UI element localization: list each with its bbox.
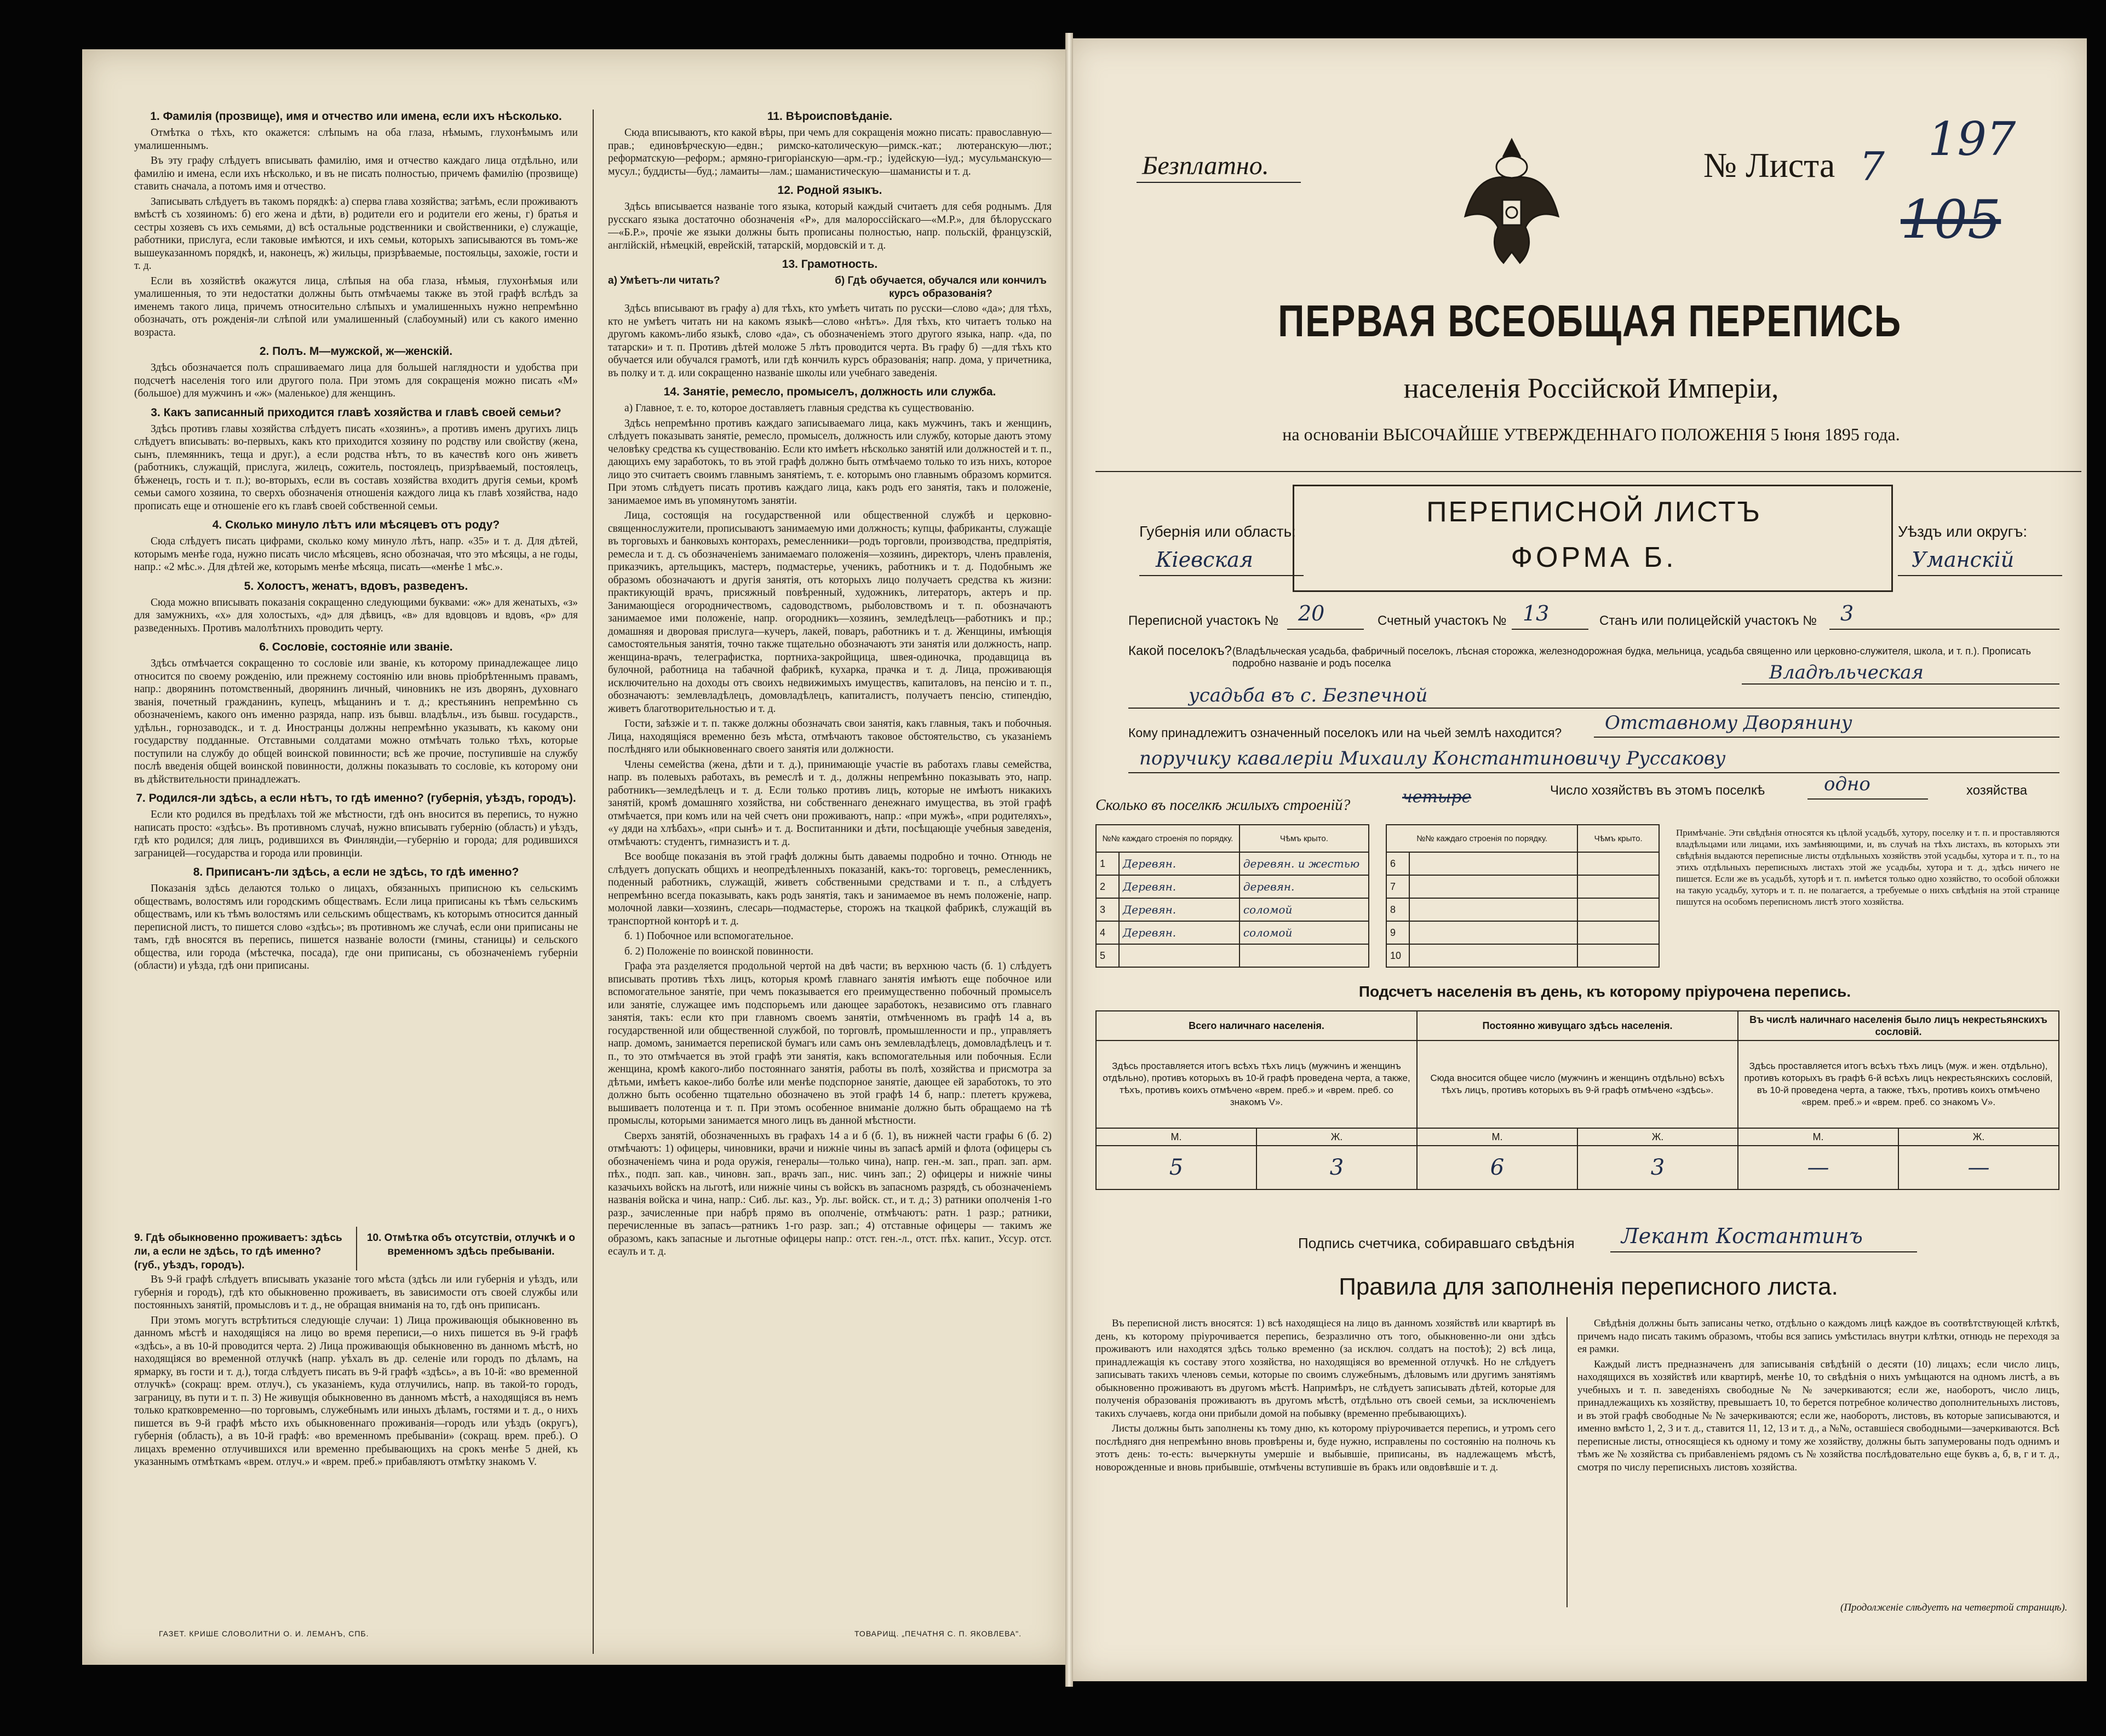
table-row (1386, 875, 1659, 898)
poselok-underline-2 (1128, 708, 2059, 709)
building-number: 1 (1096, 852, 1119, 875)
free-of-charge-label: Безплатно. (1142, 151, 1269, 180)
uchastok-value: 20 (1298, 601, 1325, 625)
pop-header: Въ числѣ наличнаго населенія было лицъ некрестьянскихъ сословій. (1738, 1011, 2059, 1041)
paragraph: Здѣсь противъ главы хозяйства слѣдуетъ писать «хозяинъ», а противъ именъ другихъ лицъ слѣдуетъ вписывать: во-первыхъ, какъ кто приходится хозяину по родству или свойству (жена, сынъ, племянникъ, теща и друг.), а если родства нѣтъ, то въ качествѣ кого онъ живетъ (работникъ, служащій, прислуга, жилецъ, сожитель, постоялецъ, призрѣваемый, постоялецъ, бѣженецъ, гость и т. п.); во-вторыхъ, если въ составъ хозяйства входитъ другія семьи, кромѣ семьи самого хозяина, то сверхъ обозначенія отношенія каждого лица къ главѣ хозяйства, надо прописать еще и отношеніе его къ главѣ своей собственной семьи. (134, 423, 578, 512)
building-material: Деревян. (1119, 898, 1240, 921)
literacy-subheadings (608, 274, 1052, 300)
building-roof: деревян. и жестью (1240, 852, 1369, 875)
instructions-10-heading (364, 1226, 578, 1262)
building-material: Деревян. (1119, 875, 1240, 898)
households-value: одно (1824, 773, 1870, 795)
female-column-label: Ж. (1256, 1128, 1417, 1146)
page-fold (1065, 33, 1073, 1687)
paragraph: Если въ хозяйствѣ окажутся лица, слѣпыя на оба глаза, нѣмыя, глухонѣмыя или умалишенныя, то эти недостатки должны быть отмѣчаемы также въ этой графѣ вслѣдъ за именемъ такого лица, причемъ относительно слѣпыхъ и умалишенныхъ нужно непремѣнно обозначать, отъ рожденія-ли слѣпой или умалишенный (слабоумный) или съ какого именно возраста. (134, 275, 578, 338)
building-material (1409, 875, 1577, 898)
section-heading: 8. Приписанъ-ли здѣсь, а если не здѣсь, то гдѣ именно? (193, 866, 519, 878)
header-rule (1095, 471, 2081, 472)
pop-header: Всего наличнаго населенія. (1096, 1011, 1417, 1041)
building-material (1119, 944, 1240, 967)
paragraph: Здѣсь вписывается названіе того языка, который каждый считаетъ для себя роднымъ. Для русскаго языка достаточно обозначенія «Р», для малороссійскаго—«М.Р.», для бѣлорусскаго—«Б.Р.», прочіе же языки должны быть прописаны полностью, напр. польскій, французскій, англійскій, нѣмецкій, еврейскій, татарскій, мордовскій и т. д. (608, 201, 1052, 251)
census-subtitle: населенія Россійской Имперіи, (1403, 373, 1779, 404)
paragraph: а) Главное, т. е. то, которое доставляетъ главныя средства къ существованію. (624, 403, 974, 414)
table-row (1386, 921, 1659, 944)
building-number: 9 (1386, 921, 1409, 944)
table-row (1096, 852, 1369, 875)
table-row (1096, 921, 1369, 944)
building-material (1409, 898, 1577, 921)
pop-value: 6 (1417, 1146, 1577, 1189)
pop-value: 3 (1577, 1146, 1738, 1189)
instructions-column-2 (608, 104, 1052, 1605)
guberniya-underline (1139, 575, 1304, 576)
paragraph: б. 1) Побочное или вспомогательное. (624, 930, 794, 942)
building-roof (1577, 898, 1659, 921)
sheet-title: ПЕРЕПИСНОЙ ЛИСТЪ (1426, 496, 1761, 528)
archive-number-struck: 105 (1901, 189, 2001, 250)
uezd-underline (1898, 575, 2062, 576)
building-number: 4 (1096, 921, 1119, 944)
male-column-label: М. (1738, 1128, 1898, 1146)
paragraph: б. 2) Положеніе по воинской повинности. (624, 945, 813, 957)
paragraph: Лица, состоящія на государственной или общественной службѣ и церковно-священнослужители, прописываютъ занимаемую ими должность; купцы, фабриканты, служащіе въ торговыхъ и банковыхъ конторахъ, ремесленники—родъ торговли, производства, предпріятія, ремесла и т. д. съ обозначеніемъ занимаемаго положенія—хозяинъ, директоръ, членъ правленія, приказчикъ, артельщикъ, мастеръ, подмастерье, ученикъ, работникъ и т. д. Подобнымъ же образомъ обозначаютъ и другія занятія, отъ которыхъ лицо получаетъ средства къ жизни: практикующій врачъ, присяжный повѣренный, художникъ, литераторъ, актеръ и пр. Занимающіеся огородничествомъ, садоводствомъ, рыболовствомъ и т. п. обозначаютъ занимаемое ими положеніе, напр. огородникъ—хозяинъ, земледѣлецъ—работникъ и пр.; домашняя и дворовая прислуга—кучеръ, лакей, поваръ, работникъ и т. д. Женщины, имѣющія самостоятельныя занятія, точно также тщательно обозначаютъ эти занятія или должность, напр. женщина-врачъ, телеграфистка, портниха-закройщица, швея-одиночка, продавщица въ булочной, работница на табачной фабрикѣ, кухарка, прачка и т. д. Лица, проживающія исключительно на доходы отъ своихъ недвижимыхъ имуществъ, капиталовъ, на пенсію и т. п., обозначаютъ: землевладѣлецъ, домовладѣлецъ, капиталистъ, получаетъ пенсію, стипендію, живетъ благотворительностью и т. д. (608, 510, 1052, 715)
table-header-row (1386, 825, 1659, 852)
paragraph: Все вообще показанія въ этой графѣ должны быть даваемы подробно и точно. Отнюдь не слѣдуетъ допускать общихъ и неопредѣленныхъ показаній, какъ-то: торговецъ, ремесленникъ, поденный работникъ, служащій, живетъ собственными средствами и т. п., а слѣдуетъ непремѣнно всегда показывать, какъ родъ занятія, такъ и занимаемое въ немъ положеніе, напр. молочной лавки—хозяинъ, слесарь—подмастерье, сторожъ на ткацкой фабрикѣ, служащій въ транспортной конторѣ и т. д. (608, 851, 1052, 927)
pop-value: — (1738, 1146, 1898, 1189)
header-building-number: №№ каждаго строенія по порядку. (1096, 825, 1240, 852)
pop-value: 5 (1096, 1146, 1256, 1189)
instructions-column-1-tail (134, 1273, 578, 1602)
male-column-label: М. (1417, 1128, 1577, 1146)
table-desc-row (1096, 1041, 2059, 1128)
pop-description: Здѣсь проставляется итогъ всѣхъ тѣхъ лицъ (муж. и жен. отдѣльно), противъ которыхъ въ графѣ 6-й всѣхъ лицъ некрестьянскихъ сословій, въ 10-й проведена черта, а также, тѣхъ, противъ коихъ отмѣчено «врем. преб.» и «врем. преб. со знакомъ V». (1738, 1041, 2059, 1128)
paragraph: Здѣсь непремѣнно противъ каждаго записываемаго лица, какъ мужчинъ, такъ и женщинъ, слѣдуетъ показывать занятіе, ремесло, промыселъ, должность или службу, которые даютъ этому человѣку средства къ существованію. Если кто имѣетъ нѣсколько занятій или должностей и т. п., дающихъ ему заработокъ, то въ этой графѣ должно быть отмѣчаемо только то изъ нихъ, которое лицо это считаетъ своимъ главнымъ занятіемъ, т. е. которымъ оно главнымъ образомъ кормится. При этомъ слѣдуетъ писать противъ каждаго лица, какъ родъ его занятія, такъ и положеніе, занимаемое имъ въ упомянутомъ занятіи. (608, 417, 1052, 507)
section-heading: 12. Родной языкъ. (777, 184, 882, 197)
instructions-column-1 (134, 104, 578, 1221)
building-number: 6 (1386, 852, 1409, 875)
poselok-label: Какой поселокъ? (1128, 643, 1232, 658)
table-row (1386, 852, 1659, 875)
building-roof: соломой (1240, 921, 1369, 944)
paragraph: Въ эту графу слѣдуетъ вписывать фамилію, имя и отчество каждаго лица отдѣльно, или фамилію и имена, если ихъ нѣсколько, и въ не писать полностью, причемъ фамилію (прозвище) ставить сначала, а потомъ имя и отчество. (134, 155, 578, 192)
buildings-value: четыре (1402, 787, 1472, 807)
rules-paragraph: Листы должны быть заполнены къ тому дню, къ которому пріурочивается перепись, и утромъ сего послѣдняго дня непремѣнно вновь провѣрены и, буде нужно, исправлены по состоянію на полночь къ этотъ день: то-есть: вычеркнуты умершіе и выбывшіе, приписаны, въ надлежащемъ мѣстѣ, новорожденные и вновь прибывшіе, отмѣчены вступившіе въ бракъ или овдовѣвшіе и т. д. (1095, 1423, 1556, 1473)
section-heading: 7. Родился-ли здѣсь, а если нѣтъ, то гдѣ именно? (губернія, уѣздъ, городъ). (136, 792, 576, 804)
printer-imprint-left: ГАЗЕТ. КРИШЕ СЛОВОЛИТНИ О. И. ЛЕМАНЪ, СПБ. (159, 1629, 369, 1638)
schetny-value: 13 (1523, 601, 1550, 625)
sheet-number-handwritten: 7 (1860, 143, 1885, 189)
table-values-row (1096, 1146, 2059, 1189)
building-number: 3 (1096, 898, 1119, 921)
printer-imprint-right: ТОВАРИЩ. „ПЕЧАТНЯ С. П. ЯКОВЛЕВА". (854, 1629, 1022, 1638)
building-material (1409, 944, 1577, 967)
owner-underline-2 (1128, 772, 2059, 773)
building-number: 8 (1386, 898, 1409, 921)
owner-underline-1 (1594, 737, 2059, 738)
rules-paragraph: Въ переписной листъ вносятся: 1) всѣ находящіеся на лицо въ данномъ хозяйствѣ или квартирѣ въ день, къ которому пріурочивается перепись, безразлично отъ того, обыкновенно-ли они здѣсь проживаютъ или находятся здѣсь только временно (за исключ. солдатъ на постоѣ); 2) всѣ лица, принадлежащія къ составу этого хозяйства, но находящіяся во временной отлучкѣ. Но не слѣдуетъ записывать такихъ членовъ семьи, которые по своимъ служебнымъ, дѣловымъ или другимъ занятіямъ обыкновенно проживаютъ въ другомъ мѣстѣ. Напримѣръ, не слѣдуетъ записывать дѣтей, которые для полученія образованія проживаютъ въ другомъ мѣстѣ, отдѣльно отъ своей семьи, за исключеніемъ такихъ случаевъ, когда они прибыли домой на побывку (временно пребывающихъ). (1095, 1318, 1556, 1419)
households-underline (1807, 798, 1928, 800)
uchastok-underline (1287, 629, 1364, 630)
paragraph: Сюда вписываютъ, кто какой вѣры, при чемъ для сокращенія можно писать: православную—прав.; единовѣрческую—едвн.; римско-католическую—римск.-кат.; лютеранскую—лют.; реформатскую—реформ.; армяно-григоріанскую—арм.-гр.; іудейскую—іуд.; мусульманскую—мусул.; буддисты—буд.; ламаиты—лам.; шаманистическую—шаманисты и т. д. (608, 127, 1052, 177)
male-column-label: М. (1096, 1128, 1256, 1146)
signature-value: Лекант Костантинъ (1621, 1224, 1863, 1248)
poselok-hint: (Владѣльческая усадьба, фабричный поселокъ, лѣсная сторожка, железнодорожная будка, мельница, усадьба священно или церковно-служителя, школа, и т. п.). Прописать подробно названіе и родъ поселка (1232, 646, 2031, 669)
archive-number-top: 197 (1928, 112, 2016, 166)
census-title: ПЕРВАЯ ВСЕОБЩАЯ ПЕРЕПИСЬ (1278, 296, 1902, 346)
guberniya-label: Губернія или область: (1139, 523, 1296, 540)
table-row (1096, 944, 1369, 967)
uezd-value: Уманскій (1912, 548, 2015, 572)
rules-column-2 (1577, 1317, 2059, 1596)
owner-label: Кому принадлежитъ означенный поселокъ или на чьей землѣ находится? (1128, 726, 1562, 740)
pop-description: Сюда вносится общее число (мужчинъ и женщинъ отдѣльно) всѣхъ тѣхъ лицъ, противъ которыхъ въ 9-й графѣ отмѣчено «здѣсь». (1417, 1041, 1738, 1128)
building-material: Деревян. (1119, 921, 1240, 944)
rules-column-1 (1095, 1317, 1556, 1613)
building-number: 5 (1096, 944, 1119, 967)
pop-value: 3 (1256, 1146, 1417, 1189)
table-row (1386, 898, 1659, 921)
poselok-value-2: усадьба въ с. Безпечной (1189, 685, 1428, 706)
stan-underline (1829, 629, 2059, 630)
paragraph: Графа эта разделяется продольной чертой на двѣ части; въ верхнюю часть (б. 1) слѣдуетъ вписывать противъ тѣхъ лицъ, которыя кромѣ главнаго занятія имѣютъ еще побочное или вспомогательное занятіе, при чемъ показывается его преимущественно побочный промыселъ или занятіе, служащее имъ подспорьемъ или дающее заработокъ, независимо отъ главнаго занятія, такъ: если кто при главномъ своемъ занятіи, отмѣченномъ въ графѣ 14 а, въ государственной или общественной службой, по торговлѣ, промышленности и пр., управляетъ напр. домомъ, занимается перепиской бумагъ или самъ онъ землевладѣлецъ, домовладѣлецъ и т. п., то это отмѣчается въ этой графѣ эти занятія, какъ вспомогательныя или побочныя. Если женщина, кромѣ какого-либо постояннаго занятія, работы въ полѣ, хозяйства и присмотра за дѣтьми, имѣетъ какое-либо болѣе или менѣе подспорное занятіе, дающее ей заработокъ, то это должно быть особенно тщательно обозначено въ этой графѣ 14 б, напр.: плететъ кружева, вышиваетъ полотенца и т. п. При этомъ особенное вниманіе должно быть обращаемо на тѣ промыслы, которыми занимается много лицъ въ данной мѣстности. (608, 961, 1052, 1126)
section-heading: 2. Полъ. М—мужской, ж—женскій. (259, 345, 453, 358)
building-roof (1577, 852, 1659, 875)
table-header-row (1096, 825, 1369, 852)
section-heading: 4. Сколько минуло лѣтъ или мѣсяцевъ отъ роду? (212, 519, 500, 531)
guberniya-value: Кіевская (1156, 548, 1253, 572)
building-roof (1240, 944, 1369, 967)
uchastok-label: Переписной участокъ № (1128, 613, 1279, 628)
building-roof (1577, 944, 1659, 967)
building-roof (1577, 875, 1659, 898)
header-roof: Чѣмъ крыто. (1577, 825, 1659, 852)
section-heading: 6. Сословіе, состояніе или званіе. (259, 641, 453, 653)
paragraph: При этомъ могутъ встрѣтиться следующіе случаи: 1) Лица проживающія обыкновенно въ данномъ мѣстѣ и находящіяся на лицо во время переписи,—о нихъ пишется въ 9-й графѣ «здѣсь», а въ 10-й проводится черта. 2) Лица проживающія обыкновенно въ данномъ мѣстѣ, но находящіяся во временной отлучкѣ (напр. уѣхалъ въ др. селеніе или городъ по дѣламъ, на ярмарку, въ гости и т. д.), тогда слѣдуетъ писать въ 9-й графѣ «здѣсь», а въ 10-й: «во временной отлучкѣ» (сокращ: врем. отлуч.), съ указаніемъ, куда отлучились, напр. въ такой-то городъ, заграницу, въ пути и т. п. 3) Не живущія обыкновенно въ данномъ мѣстѣ, а находящіяся въ немъ только кратковременно—по торговымъ, служебнымъ или иныхъ дѣламъ, гостями и т. д., о нихъ пишется въ 9-й графѣ мѣсто ихъ обыкновеннаго проживанія—городъ или уѣздъ (округъ), губернія (область), а въ 10-й графѣ: «во временномъ пребываніи» (сокращ. врем. преб.). О лицахъ временно отлучившихся или временно пребывающихъ на срокъ менѣе 5 дней, къ указаннымъ отмѣткамъ «врем. отлуч.» и «врем. преб.» прибавляютъ отмѣтку знакомъ V. (134, 1314, 578, 1468)
paragraph: Сюда можно вписывать показанія сокращенно следующими буквами: «ж» для женатыхъ, «з» для замужнихъ, «х» для холостыхъ, «д» для дѣвицъ, «в» для вдовцовъ и вдовъ, «р» для разведенныхъ. Противъ малолѣтнихъ проводить черту. (134, 596, 578, 634)
free-underline (1137, 182, 1301, 183)
paragraph: Члены семейства (жена, дѣти и т. д.), принимающіе участіе въ работахъ главы семейства, напр. въ полевыхъ работахъ, въ ремеслѣ и т. д., должны непремѣнно показывать это, напр. работникъ—земледѣлецъ и т. д. Если только противъ лицъ, которые не имѣютъ никакихъ занятій, кромѣ домашняго хозяйства, ни собственнаго денежнаго имущества, въ этой графѣ отмѣчается, при комъ или на чей счетъ они проживаютъ, напр.: «при мужѣ», «при родителяхъ», «у дяди на хлѣбахъ», «при сынѣ» и т. д. Воспитанники и дѣти, посѣщающіе учебныя заведенія, отмѣчаютъ: студентъ, гимназистъ и т. д. (608, 758, 1052, 848)
stan-label: Станъ или полицейскій участокъ № (1599, 613, 1817, 628)
literacy-a-heading: а) Умѣетъ-ли читать? (608, 275, 720, 286)
stan-value: 3 (1840, 601, 1854, 625)
buildings-label: Сколько въ поселкѣ жилыхъ строеній? (1095, 797, 1351, 814)
building-number: 10 (1386, 944, 1409, 967)
section-9-heading: 9. Гдѣ обыкновенно проживаетъ: здѣсь ли, а если не здѣсь, то гдѣ именно? (губ., уѣздъ, городъ). (134, 1232, 342, 1271)
rules-continued: (Продолженіе слѣдуетъ на четвертой страницѣ). (1840, 1602, 2068, 1613)
header-roof: Чѣмъ крыто. (1240, 825, 1369, 852)
paragraph: Въ 9-й графѣ слѣдуетъ вписывать указаніе того мѣста (здѣсь ли или губернія и уѣздъ, или губернія и городъ), гдѣ кто обыкновенно проживаетъ, въ зависимости отъ своей службы или постоянныхъ занятій, промысловъ и т. д., не обращая вниманія на то, гдѣ онъ приписанъ. (134, 1274, 578, 1311)
rules-divider (1566, 1317, 1568, 1607)
section-heading: 5. Холостъ, женатъ, вдовъ, разведенъ. (244, 579, 468, 593)
table-header-row (1096, 1011, 2059, 1041)
section-9-10-divider (356, 1227, 357, 1271)
building-number: 2 (1096, 875, 1119, 898)
paragraph: Здѣсь обозначается полъ спрашиваемаго лица для большей наглядности и удобства при подсчетѣ населенія того или другого пола. При этомъ для сокращенія можно писать «М» (большое) для мужчинъ и «ж» (маленькое) для женщинъ. (134, 362, 578, 399)
paragraph: Отмѣтка о тѣхъ, кто окажется: слѣпымъ на оба глаза, нѣмымъ, глухонѣмымъ или умалишеннымъ. (134, 127, 578, 152)
paragraph: Сюда слѣдуетъ писать цифрами, сколько кому минуло лѣтъ, напр. «35» и т. д. Для дѣтей, которымъ менѣе года, нужно писать число мѣсяцевъ, ясно обозначая, что это мѣсяцы, а не годы, напр.: «2 мѣс.». Для дѣтей же, которымъ менѣе мѣсяца, писать—«менѣе 1 мѣс.». (134, 536, 578, 573)
building-roof: деревян. (1240, 875, 1369, 898)
schetny-label: Счетный участокъ № (1378, 613, 1507, 628)
sheet-number-label: № Листа (1703, 146, 1835, 185)
building-material (1409, 852, 1577, 875)
table-row (1096, 875, 1369, 898)
building-number: 7 (1386, 875, 1409, 898)
table-row (1386, 944, 1659, 967)
instructions-9-heading (134, 1226, 348, 1275)
header-building-number: №№ каждаго строенія по порядку. (1386, 825, 1577, 852)
population-table (1095, 1010, 2059, 1190)
imperial-eagle-icon (1460, 134, 1564, 277)
building-roof (1577, 921, 1659, 944)
poselok-value-1: Владѣльческая (1769, 662, 1924, 683)
buildings-table-right (1386, 824, 1660, 968)
paragraph: Если кто родился въ предѣлахъ той же мѣстности, гдѣ онъ вносится въ перепись, то нужно написать просто: «здѣсь». Въ противномъ случаѣ, нужно вписывать губернію (область) и уѣздъ, гдѣ кто родился; для лицъ, родившихся въ Финляндіи,—губернію и города; для родившихся заграницей—государства и города или провинціи. (134, 809, 578, 859)
section-heading: 14. Занятіе, ремесло, промыселъ, должность или служба. (663, 386, 996, 398)
pop-value: — (1898, 1146, 2059, 1189)
paragraph: Гости, заѣзжіе и т. п. также должны обозначать свои занятія, какъ главныя, такъ и побочныя. Лица, находящіяся временно безъ мѣста, отмѣчаютъ таковое обстоятельство, съ указаніемъ послѣдняго или обыкновеннаго своего занятія или должности. (608, 718, 1052, 755)
poselok-underline-1 (1742, 683, 2059, 685)
census-legal-basis: на основаніи ВЫСОЧАЙШЕ УТВЕРЖДЕННАГО ПОЛОЖЕНІЯ 5 Іюня 1895 года. (1282, 424, 1900, 444)
section-10-heading: 10. Отмѣтка объ отсутствіи, отлучкѣ и о временномъ здѣсь пребываніи. (366, 1232, 576, 1257)
owner-value-2: поручику кавалеріи Михаилу Константиновичу Руссакову (1139, 748, 1726, 769)
rules-paragraph: Свѣдѣнія должны быть записаны четко, отдѣльно о каждомъ лицѣ каждое въ соотвѣтствующей клѣткѣ, причемъ надо писать такимъ образомъ, чтобы вся запись умѣстилась внутри клѣтки, отнюдь не переходя за ея рамки. (1577, 1318, 2059, 1355)
pop-description: Здѣсь проставляется итогъ всѣхъ тѣхъ лицъ (мужчинъ и женщинъ отдѣльно), противъ которыхъ въ 10-й графѣ проведена черта, а также, тѣхъ, противъ коихъ отмѣчено «врем. преб.» и «врем. преб. со знакомъ V». (1096, 1041, 1417, 1128)
households-label: Число хозяйствъ въ этомъ поселкѣ (1550, 783, 1765, 798)
section-heading: 1. Фамилія (прозвище), имя и отчество или имена, если ихъ нѣсколько. (150, 110, 562, 123)
building-material (1409, 921, 1577, 944)
pop-header: Постоянно живущаго здѣсь населенія. (1417, 1011, 1738, 1041)
table-row (1096, 898, 1369, 921)
building-material: Деревян. (1119, 852, 1240, 875)
table-mf-row (1096, 1128, 2059, 1146)
signature-underline (1610, 1251, 1917, 1252)
section-heading: 3. Какъ записанный приходится главѣ хозяйства и главѣ своей семьи? (151, 406, 561, 419)
section-heading: 13. Грамотность. (782, 258, 878, 271)
paragraph: Сверхъ занятій, обозначенныхъ въ графахъ 14 а и б (б. 1), въ нижней части графы 6 (б. 2) отмѣчаютъ: 1) офицеры, чиновники, врачи и нижніе чины въ запасѣ армій и флота (офицеры съ обозначеніемъ чина и рода оружія, генералы—только чина), напр. ген.-м. зап., прап. зап. арм. пѣх., подп. зап. кав., чиновн. зап., врачъ зап., нис. чинъ зап.; 2) офицеры и нижніе чины казачьихъ войскъ на льготѣ, или нижніе чины съ войскъ въ запасномъ разрядѣ, съ обозначеніемъ названія войска и чина, напр.: Сиб. льг. каз., Ур. льг. войск. ст., и т. д.; 3) ратники ополченія 1-го разр., зачисленные при набрѣ прямо въ ополченіе, отмѣчаютъ: ратн. 1 разр.; ратники, перечисленные въ запасъ—ратникъ 1-го разр. зап.; 4) отставные офицеры — такимъ же образомъ, какъ запасные и льготные офицеры напр.: отст. ген.-л., отст. пѣх. капит., Уссур. отст. есаулъ и т. д. (608, 1130, 1052, 1257)
buildings-note: Примѣчаніе. Эти свѣдѣнія относятся къ цѣлой усадьбѣ, хутору, поселку и т. п. и проставляются владѣльцами или лицами, ихъ замѣняющими, и, въ случаѣ на тѣхъ листахъ, въ которыхъ эти свѣдѣнія выдаются переписные листы отдѣльныхъ хозяйствъ этой усадьбы, хутора и т. п., то на этихъ отдѣльныхъ переписныхъ листахъ этой же усадьбы, хутора и т. д., здѣсь ничего не пишется. Если же въ усадьбѣ, хуторѣ и т. п. имѣется только одно хозяйство, то особой обложки на такую усадьбу, хуторъ и т. п. не полагается, а требуемые о нихъ свѣдѣнія на этой странице пишутся на особомъ переписномъ листѣ этого хозяйства. (1676, 827, 2059, 907)
paragraph: Здѣсь отмѣчается сокращенно то сословіе или званіе, къ которому принадлежащее лицо относится по своему рожденію, или прежнему состоянію или вновь пріобрѣтеннымъ правамъ, напр.: дворянинъ потомственный, дворянинъ личный, чиновникъ не изъ дворянъ, духовнаго званія, почетный гражданинъ, купецъ, мѣщанинъ и т. д.; крестьянинъ непремѣнно съ обозначеніемъ, какого онъ именно разряда, напр. изъ бывш. владѣльч., изъ бывш. государств., удѣльн., горнозаводск., и т. д. Иностранцы должны непремѣнно указывать, къ какому они государству подданные. Отставными солдатами можно отмѣчать только тѣхъ, которые поступили на службу до общей воинской повинности; всѣ же прочие, поступившіе на службу послѣ введенія общей воинской повинности, должны показывать то сословіе, къ которому они въ дѣйствительности принадлежатъ. (134, 658, 578, 785)
column-divider (593, 110, 594, 1654)
female-column-label: Ж. (1577, 1128, 1738, 1146)
female-column-label: Ж. (1898, 1128, 2059, 1146)
rules-title: Правила для заполненія переписного листа. (1339, 1273, 1838, 1300)
population-count-title: Подсчетъ населенія въ день, къ которому пріурочена перепись. (1358, 983, 1851, 1000)
literacy-b-heading: б) Гдѣ обучается, обучался или кончилъ курсъ образованія? (835, 275, 1047, 300)
uezd-label: Уѣздъ или округъ: (1898, 523, 2028, 540)
paragraph: Записывать слѣдуетъ въ такомъ порядкѣ: а) сперва глава хозяйства; затѣмъ, если проживаютъ вмѣстѣ съ хозяиномъ: б) его жена и дѣти, в) родители его и родители его жены, г) братья и сестры хозяевъ съ ихъ семьями, д) всѣ остальные родственники и свойственники, е) служащіе, работники, прислуга, если таковые имѣются, и ихъ семьи, которыхъ записываются въ томъ-же вышеуказанномъ порядкѣ, и, наконецъ, ж) жильцы, призрѣваемые, постояльцы, захожіе, гости и т. д. (134, 196, 578, 272)
section-heading: 11. Вѣроисповѣданіе. (767, 110, 893, 123)
sheet-form: ФОРМА Б. (1511, 542, 1677, 573)
rules-paragraph: Каждый листъ предназначенъ для записыванія свѣдѣній о десяти (10) лицахъ; если число лицъ, находящихся въ хозяйствѣ или квартирѣ, менѣе 10, то свѣдѣнія о нихъ умѣщаются на одномъ листѣ, а въ учебныхъ и т. п. заведеніяхъ свободные № № зачеркиваются; если же, наоборотъ, число лицъ, принадлежащихъ къ хозяйству, превышаетъ 10, то берется потребное количество дополнительныхъ листовъ, и въ этой графѣ свободные № № зачеркиваются; если же, наоборотъ, листовъ, въ которые записываются, и именно вмѣсто 1, 2, 3 и т. д., ставится 11, 12, 13 и т. д., а №№, оставшіеся свободными—зачеркиваются. Всѣ переписные листы, относящіеся къ одному и тому же хозяйству, должны быть запумерованы подъ однимъ и тѣмъ же № хозяйства съ прибавленіемъ рядомъ съ № хозяйства послѣдовательно еще буквъ а, б, в, г и т. д., смотря по числу переписныхъ листовъ хозяйства. (1577, 1358, 2059, 1473)
buildings-table-left (1095, 824, 1369, 968)
paragraph: Показанія здѣсь делаются только о лицахъ, обязанныхъ приписною къ сельскимъ обществамъ, волостямъ или городскимъ обществамъ. Если лица приписаны къ тѣмъ сельскимъ обществамъ, или къ тѣмъ волостямъ или сельскимъ обществамъ, къ которымъ относится данный переписной листъ, то пишется слово «здѣсь»; въ противномъ же случаѣ, если они приписаны не тамъ, гдѣ вносятся въ перепись, пишется названіе волости (гмины, станицы) и сельского общества, или города (мѣстечка, посада), где они приписаны, съ обозначеніемъ губерніи (области) и уѣзда, гдѣ они приписаны. (134, 883, 578, 972)
paragraph: Здѣсь вписывают въ графу а) для тѣхъ, кто умѣетъ читать по русски—слово «да»; для тѣхъ, кто не умѣетъ читать ни на какомъ языкѣ—слово «нѣтъ». Для тѣхъ, кто читаетъ только на другомъ какомъ-либо языкѣ, слово «да», съ обозначеніемъ этого другого языка, напр. «да, по татарски» и т. п. Противъ дѣтей моложе 5 лѣтъ проводится черта. Въ графу б) —для тѣхъ кто обучается или обучался грамотѣ, или гдѣ кончилъ курсъ образованія; напр. дома, у причетника, въ полку и т. д. или сокращенно названіе школы или учебнаго заведенія. (608, 303, 1052, 379)
building-roof: соломой (1240, 898, 1369, 921)
signature-label: Подпись счетчика, собиравшаго свѣдѣнія (1298, 1235, 1575, 1251)
households-suffix: хозяйства (1966, 783, 2028, 798)
schetny-underline (1512, 629, 1588, 630)
owner-value-1: Отставному Дворянину (1605, 712, 1852, 734)
